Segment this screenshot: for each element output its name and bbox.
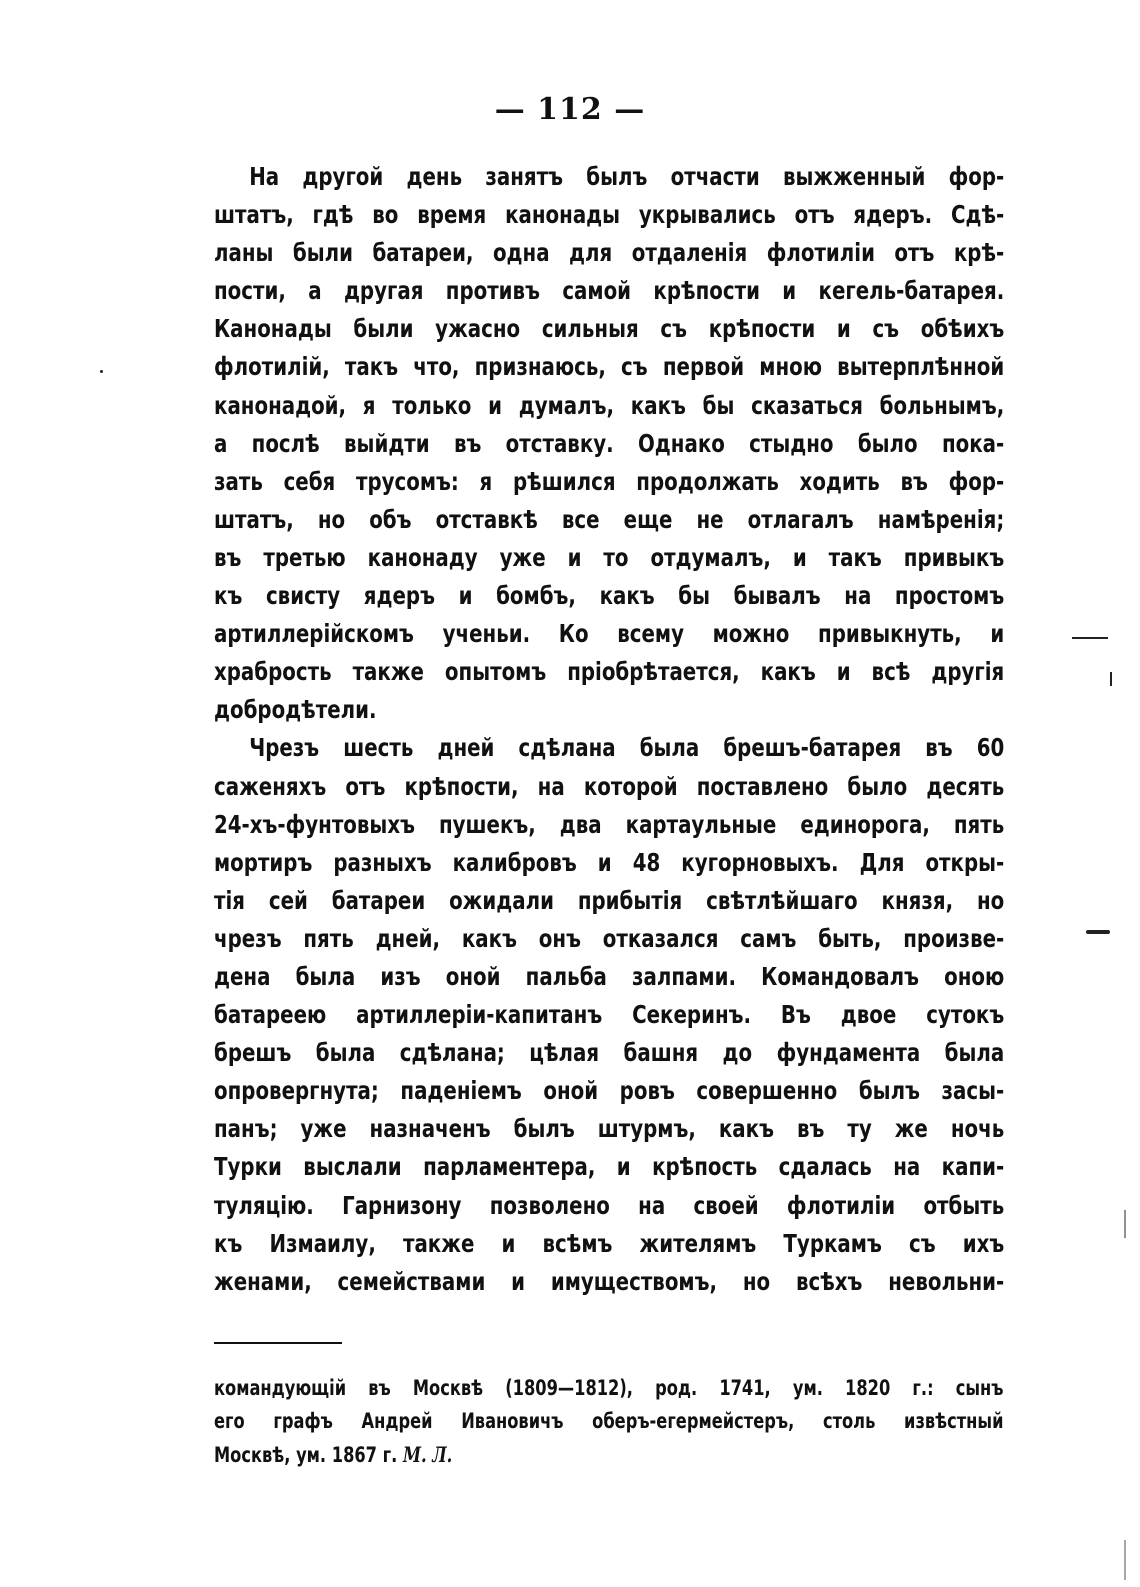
text-line: мортиръ разныхъ калибровъ и 48 кугорновыхъ. Для откры- <box>214 847 1005 877</box>
margin-mark <box>1124 1210 1126 1238</box>
text-line: Турки выслали парламентера, и крѣпость сдалась на капи- <box>214 1152 1005 1182</box>
footnote-line-text: Москвѣ, ум. 1867 г. <box>214 1443 398 1467</box>
text-line: Чрезъ шесть дней сдѣлана была брешъ-батарея въ 60 <box>249 733 1005 763</box>
margin-mark <box>1124 1540 1126 1580</box>
text-line: зать себя трусомъ: я рѣшился продолжать ходить въ фор- <box>214 466 1005 496</box>
text-line: брешъ была сдѣлана; цѣлая башня до фундамента была <box>214 1038 1005 1068</box>
text-line: Канонады были ужасно сильныя съ крѣпости и съ обѣихъ <box>214 314 1005 344</box>
text-line: батареею артиллеріи-капитанъ Секеринъ. Въ двое сутокъ <box>214 1000 1005 1030</box>
text-line: канонадой, я только и думалъ, какъ бы сказаться больнымъ, <box>214 390 1005 420</box>
text-line: 24-хъ-фунтовыхъ пушекъ, два картаульные единорога, пять <box>214 809 1005 839</box>
text-line: штатъ, но объ отставкѣ все еще не отлагалъ намѣренія; <box>214 504 1005 534</box>
page-number: — 112 — <box>494 92 646 127</box>
text-line: тія сей батареи ожидали прибытія свѣтлѣйшаго князя, но <box>214 885 1005 915</box>
footnote-signature: М. Л. <box>402 1442 453 1467</box>
text-line: къ свисту ядеръ и бомбъ, какъ бы бывалъ на простомъ <box>214 581 1005 611</box>
text-line: ланы были батареи, одна для отдаленія флотиліи отъ крѣ- <box>214 238 1005 268</box>
main-text <box>214 158 1004 1301</box>
text-line: туляцію. Гарнизону позволено на своей флотиліи отбыть <box>214 1190 1005 1220</box>
text-line: добродѣтели. <box>214 695 377 725</box>
text-line: къ Измаилу, также и всѣмъ жителямъ Туркамъ съ ихъ <box>214 1228 1005 1258</box>
margin-mark <box>1072 637 1108 639</box>
text-line: На другой день занятъ былъ отчасти выжженный фор- <box>249 162 1005 191</box>
text-line: панъ; уже назначенъ былъ штурмъ, какъ въ ту же ночь <box>214 1114 1005 1144</box>
footnote-line-last <box>214 1438 1003 1471</box>
footnote <box>214 1372 1004 1471</box>
footnote-divider <box>214 1342 342 1344</box>
text-line: чрезъ пять дней, какъ онъ отказался самъ быть, произве- <box>214 923 1005 953</box>
text-line: храбрость также опытомъ пріобрѣтается, какъ и всѣ другія <box>214 657 1005 687</box>
text-line: опровергнута; паденіемъ оной ровъ совершенно былъ засы- <box>214 1076 1005 1106</box>
text-line: флотилій, такъ что, признаюсь, съ первой мною вытерплѣнной <box>214 352 1005 382</box>
margin-speck <box>100 370 103 373</box>
text-line: а послѣ выйдти въ отставку. Однако стыдно было пока- <box>214 428 1005 458</box>
text-line: саженяхъ отъ крѣпости, на которой поставлено было десять <box>214 771 1005 801</box>
text-line: штатъ, гдѣ во время канонады укрывались отъ ядеръ. Сдѣ- <box>214 200 1005 230</box>
footnote-line: командующій въ Москвѣ (1809—1812), род. 1741, ум. 1820 г.: сынъ <box>214 1376 1004 1400</box>
text-line: женами, семействами и имуществомъ, но всѣхъ невольни- <box>214 1266 1005 1296</box>
text-line: дена была изъ оной пальба залпами. Командовалъ оною <box>214 961 1005 991</box>
margin-mark <box>1086 930 1110 934</box>
text-line: въ третью канонаду уже и то отдумалъ, и такъ привыкъ <box>214 542 1005 572</box>
margin-mark <box>1110 672 1112 686</box>
text-line: пости, а другая противъ самой крѣпости и кегель-батарея. <box>214 276 1005 306</box>
footnote-line: его графъ Андрей Ивановичъ оберъ-егермейстеръ, столь извѣстный <box>214 1409 1004 1433</box>
text-line: артиллерійскомъ ученьи. Ко всему можно привыкнуть, и <box>214 619 1005 649</box>
